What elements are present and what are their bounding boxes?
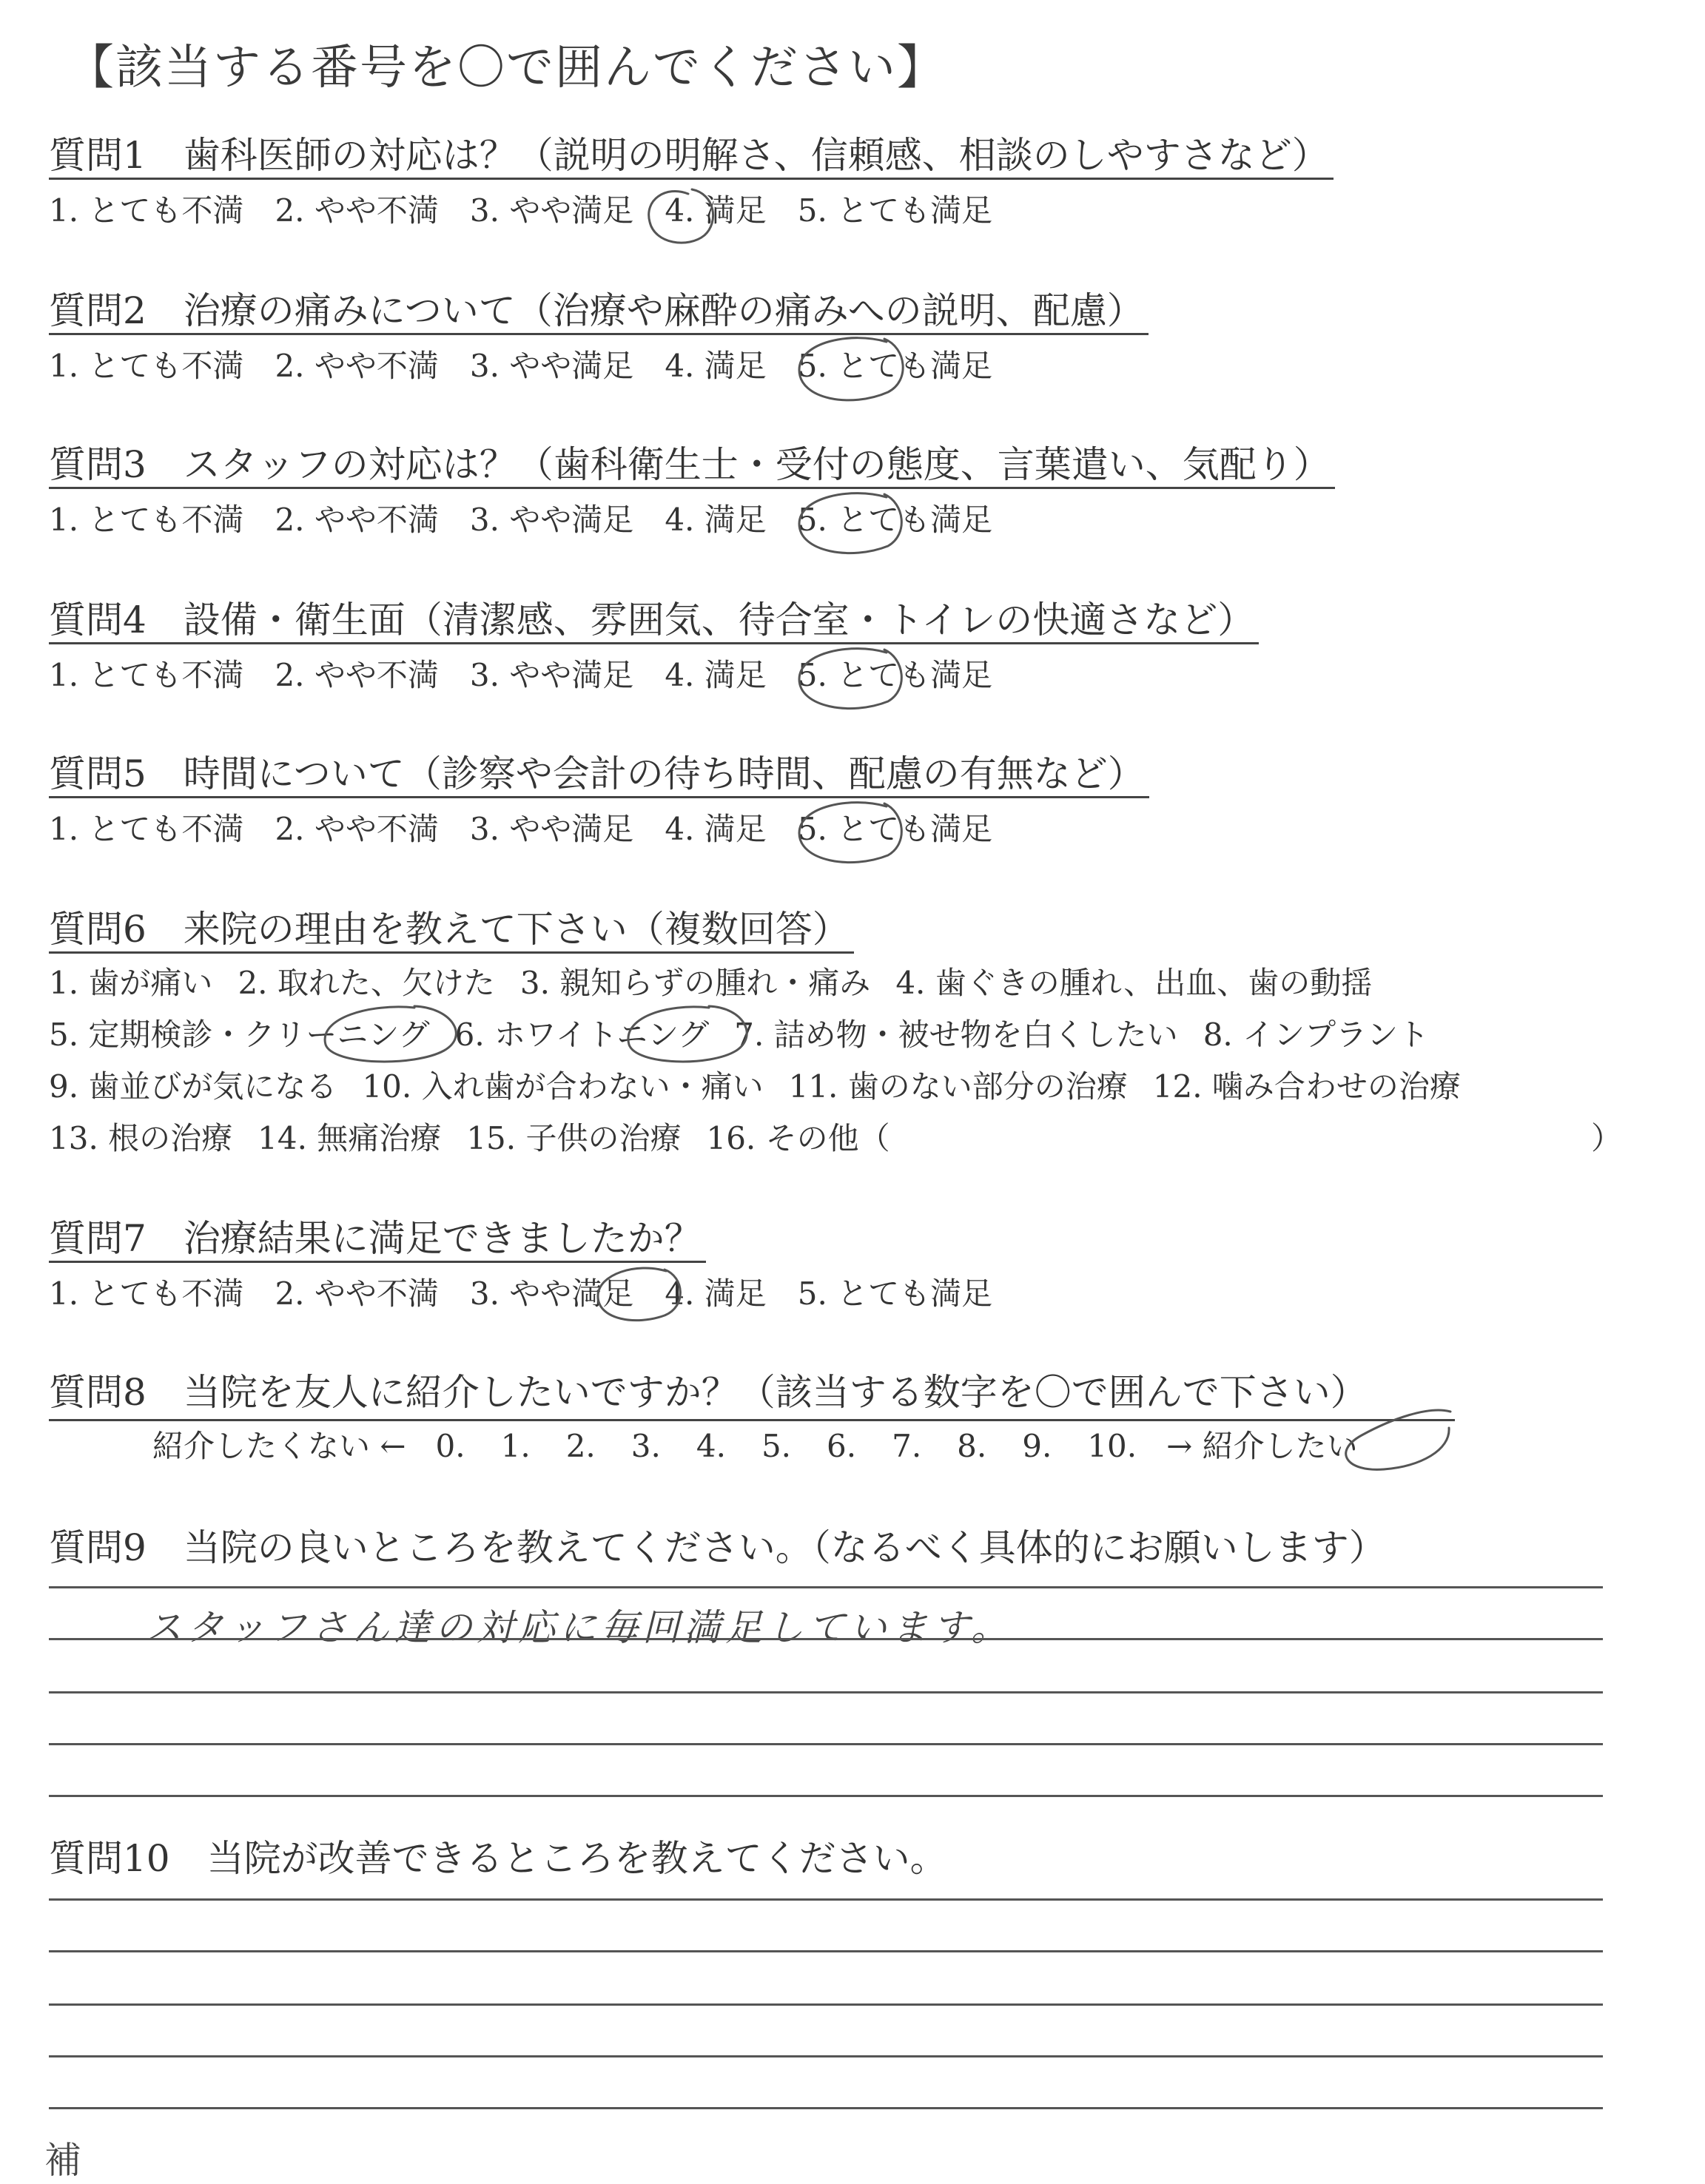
q3-option-3[interactable]: 3. やや満足 xyxy=(469,502,634,538)
q4-option-5[interactable]: 5. とても満足 xyxy=(797,657,993,693)
question-1-title: 質問1 歯科医師の対応は？（説明の明解さ、信頼感、相談のしやすさなど） xyxy=(49,133,1334,180)
q8-left-label: 紹介したくない ← xyxy=(152,1428,406,1464)
q5-option-3[interactable]: 3. やや満足 xyxy=(469,811,634,847)
q9-answer-line-1 xyxy=(49,1586,1603,1588)
q6-option-13[interactable]: 13. 根の治療 xyxy=(49,1120,233,1156)
q6-option-14[interactable]: 14. 無痛治療 xyxy=(258,1120,442,1156)
q2-option-2[interactable]: 2. やや不満 xyxy=(275,348,439,384)
q9-answer-line-4 xyxy=(49,1743,1603,1745)
q2-option-4[interactable]: 4. 満足 xyxy=(665,348,767,384)
q5-option-2[interactable]: 2. やや不満 xyxy=(275,811,439,847)
question-9-title: 質問9 当院の良いところを教えてください。（なるべく具体的にお願いします） xyxy=(49,1526,1386,1569)
q6-option-4[interactable]: 4. 歯ぐきの腫れ、出血、歯の動揺 xyxy=(895,965,1373,1001)
q2-option-3[interactable]: 3. やや満足 xyxy=(469,348,634,384)
question-1-options xyxy=(49,191,1023,231)
q9-answer-line-5 xyxy=(49,1795,1603,1797)
q6-option-8[interactable]: 8. インプラント xyxy=(1203,1017,1430,1053)
q8-scale-0[interactable]: 0. xyxy=(435,1428,465,1464)
q7-option-1[interactable]: 1. とても不満 xyxy=(49,1275,244,1312)
q6-option-10[interactable]: 10. 入れ歯が合わない・痛い xyxy=(362,1068,764,1105)
q3-option-2[interactable]: 2. やや不満 xyxy=(275,502,439,538)
question-8-title: 質問8 当院を友人に紹介したいですか？（該当する数字を〇で囲んで下さい） xyxy=(49,1371,1368,1414)
q8-scale-2[interactable]: 2. xyxy=(565,1428,596,1464)
q1-option-3[interactable]: 3. やや満足 xyxy=(469,192,634,229)
q6-option-3[interactable]: 3. 親知らずの腫れ・痛み xyxy=(519,965,871,1001)
q4-option-3[interactable]: 3. やや満足 xyxy=(469,657,634,693)
q8-scale-4[interactable]: 4. xyxy=(696,1428,726,1464)
question-4-options xyxy=(49,655,1023,695)
q1-option-4[interactable]: 4. 満足 xyxy=(665,192,767,229)
q6-option-1[interactable]: 1. 歯が痛い xyxy=(49,965,213,1001)
q9-answer-line-2 xyxy=(49,1638,1603,1640)
question-3-title: 質問3 スタッフの対応は？（歯科衛生士・受付の態度、言葉遣い、気配り） xyxy=(49,442,1335,489)
q6-option-16[interactable]: 16. その他（ xyxy=(706,1120,890,1156)
q9-answer-line-3 xyxy=(49,1691,1603,1693)
q7-option-2[interactable]: 2. やや不満 xyxy=(275,1275,439,1312)
question-7-options xyxy=(49,1274,1023,1314)
q8-scale-5[interactable]: 5. xyxy=(761,1428,792,1464)
q2-option-1[interactable]: 1. とても不満 xyxy=(49,348,244,384)
question-6-row-1 xyxy=(49,963,1397,1003)
q6-option-15[interactable]: 15. 子供の治療 xyxy=(466,1120,682,1156)
q4-option-1[interactable]: 1. とても不満 xyxy=(49,657,244,693)
q9-handwritten-answer[interactable]: スタッフさん達の対応に毎回満足しています。 xyxy=(145,1606,1012,1649)
question-6-row-2 xyxy=(49,1015,1454,1055)
q5-option-1[interactable]: 1. とても不満 xyxy=(49,811,244,847)
q6-option-12[interactable]: 12. 噛み合わせの治療 xyxy=(1152,1068,1461,1105)
q2-option-5[interactable]: 5. とても満足 xyxy=(797,348,993,384)
question-4-title: 質問4 設備・衛生面（清潔感、雰囲気、待合室・トイレの快適さなど） xyxy=(49,598,1259,644)
q7-option-4[interactable]: 4. 満足 xyxy=(665,1275,767,1312)
question-6-title: 質問6 来院の理由を教えて下さい（複数回答） xyxy=(49,907,854,954)
question-7-title: 質問7 治療結果に満足できましたか？ xyxy=(49,1216,706,1263)
q6-other-close-paren: ） xyxy=(1591,1120,1623,1156)
q10-answer-line-2 xyxy=(49,1950,1603,1952)
question-2-options xyxy=(49,346,1023,386)
question-3-options xyxy=(49,500,1023,540)
q1-option-5[interactable]: 5. とても満足 xyxy=(797,192,993,229)
q1-option-1[interactable]: 1. とても不満 xyxy=(49,192,244,229)
q4-option-2[interactable]: 2. やや不満 xyxy=(275,657,439,693)
q8-scale-8[interactable]: 8. xyxy=(957,1428,987,1464)
q8-right-label: → 紹介したい xyxy=(1166,1428,1358,1464)
q7-option-3[interactable]: 3. やや満足 xyxy=(469,1275,634,1312)
q3-option-4[interactable]: 4. 満足 xyxy=(665,502,767,538)
q6-option-7[interactable]: 7. 詰め物・被せ物を白くしたい xyxy=(734,1017,1178,1053)
question-5-title: 質問5 時間について（診察や会計の待ち時間、配慮の有無など） xyxy=(49,752,1149,798)
q5-option-5[interactable]: 5. とても満足 xyxy=(797,811,993,847)
q10-answer-line-5 xyxy=(49,2107,1603,2109)
q6-option-9[interactable]: 9. 歯並びが気になる xyxy=(49,1068,337,1105)
page-title: 【該当する番号を〇で囲んでください】 xyxy=(67,41,946,95)
question-5-options xyxy=(49,809,1023,849)
q3-option-5[interactable]: 5. とても満足 xyxy=(797,502,993,538)
q5-option-4[interactable]: 4. 満足 xyxy=(665,811,767,847)
q3-option-1[interactable]: 1. とても不満 xyxy=(49,502,244,538)
question-6-row-3 xyxy=(49,1067,1486,1107)
footer-partial-text: 補 xyxy=(44,2139,81,2182)
q8-scale-10[interactable]: 10. xyxy=(1087,1428,1137,1464)
q8-scale-3[interactable]: 3. xyxy=(630,1428,661,1464)
q1-option-2[interactable]: 2. やや不満 xyxy=(275,192,439,229)
q6-option-6[interactable]: 6. ホワイトニング xyxy=(454,1017,710,1053)
q4-option-4[interactable]: 4. 満足 xyxy=(665,657,767,693)
q10-answer-line-4 xyxy=(49,2055,1603,2057)
q8-underline xyxy=(49,1419,1455,1421)
question-10-title: 質問10 当院が改善できるところを教えてください。 xyxy=(49,1837,947,1880)
q6-option-11[interactable]: 11. 歯のない部分の治療 xyxy=(788,1068,1128,1105)
q8-scale-7[interactable]: 7. xyxy=(892,1428,922,1464)
q6-option-2[interactable]: 2. 取れた、欠けた xyxy=(238,965,495,1001)
q8-scale-9[interactable]: 9. xyxy=(1022,1428,1052,1464)
q10-answer-line-3 xyxy=(49,2003,1603,2006)
q6-option-5[interactable]: 5. 定期検診・クリーニング xyxy=(49,1017,430,1053)
q10-answer-line-1 xyxy=(49,1898,1603,1901)
q8-scale-1[interactable]: 1. xyxy=(500,1428,531,1464)
question-2-title: 質問2 治療の痛みについて（治療や麻酔の痛みへの説明、配慮） xyxy=(49,289,1149,335)
q7-option-5[interactable]: 5. とても満足 xyxy=(797,1275,993,1312)
question-6-row-4 xyxy=(49,1119,915,1159)
q8-scale-row xyxy=(152,1426,1389,1466)
q8-scale-6[interactable]: 6. xyxy=(827,1428,857,1464)
